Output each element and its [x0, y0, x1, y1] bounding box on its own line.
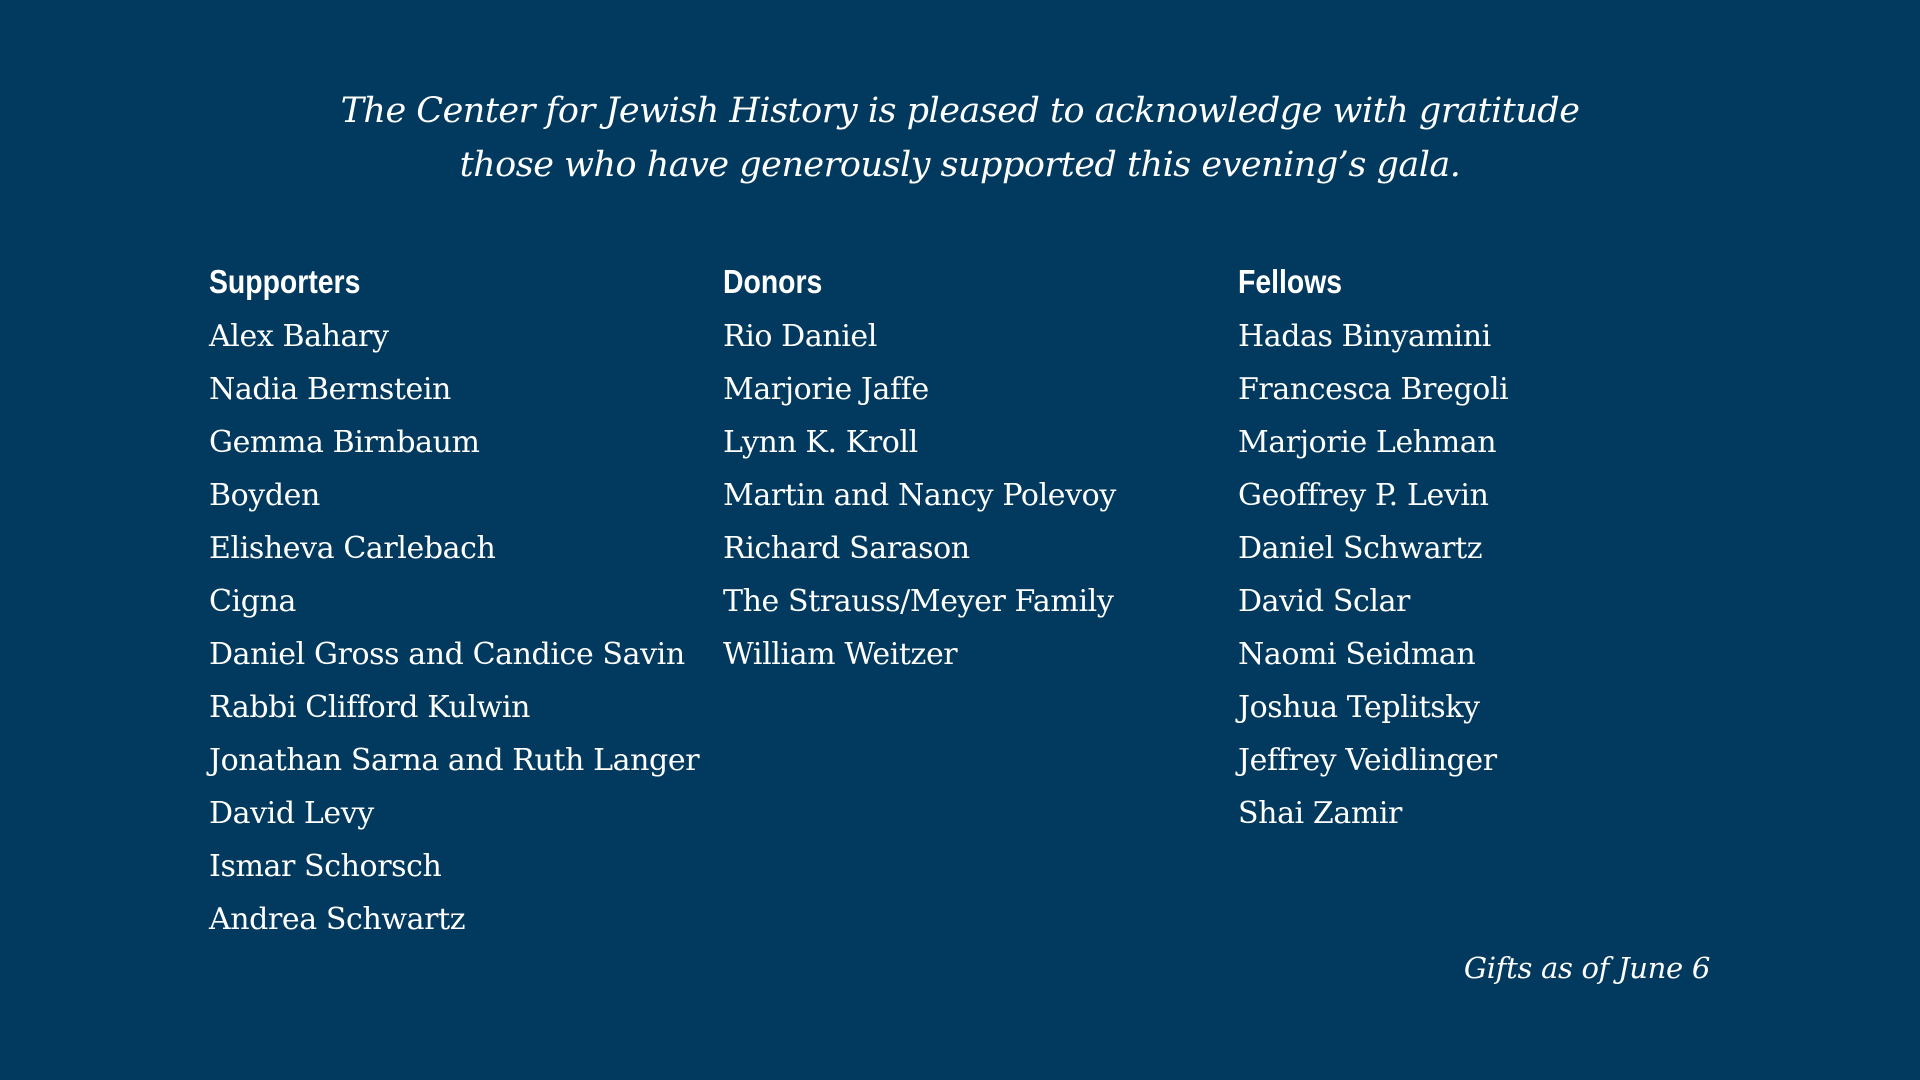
fellow-name: Geoffrey P. Levin: [1238, 478, 1489, 513]
supporter-name: Daniel Gross and Candice Savin: [209, 637, 685, 672]
donors-column: [723, 258, 1116, 681]
donor-name: Marjorie Jaffe: [723, 372, 929, 407]
fellow-name: Francesca Bregoli: [1238, 372, 1509, 407]
gifts-date-note: Gifts as of June 6: [1463, 951, 1710, 985]
supporter-name: Boyden: [209, 478, 320, 513]
fellow-name: Daniel Schwartz: [1238, 531, 1483, 566]
supporter-name: Gemma Birnbaum: [209, 425, 480, 460]
supporter-name: Ismar Schorsch: [209, 849, 442, 884]
fellow-name: Marjorie Lehman: [1238, 425, 1497, 460]
fellow-name: Joshua Teplitsky: [1238, 690, 1480, 725]
fellow-name: Jeffrey Veidlinger: [1238, 743, 1497, 778]
donor-name: Richard Sarason: [723, 531, 970, 566]
supporter-name: Cigna: [209, 584, 296, 619]
intro-statement: [0, 84, 1920, 192]
donor-name: Lynn K. Kroll: [723, 425, 918, 460]
donor-name: Martin and Nancy Polevoy: [723, 478, 1116, 513]
supporter-name: Rabbi Clifford Kulwin: [209, 690, 531, 725]
supporter-name: Andrea Schwartz: [209, 902, 466, 937]
donor-name: The Strauss/Meyer Family: [723, 584, 1114, 619]
supporter-name: Alex Bahary: [209, 319, 389, 354]
fellows-heading: Fellows: [1238, 263, 1343, 300]
supporter-name: Jonathan Sarna and Ruth Langer: [209, 743, 700, 778]
fellow-name: Naomi Seidman: [1238, 637, 1476, 672]
fellow-name: Shai Zamir: [1238, 796, 1403, 831]
supporter-name: David Levy: [209, 796, 374, 831]
supporters-heading: Supporters: [209, 263, 361, 300]
intro-line-2: those who have generously supported this evening’s gala.: [459, 145, 1461, 185]
fellow-name: David Sclar: [1238, 584, 1410, 619]
fellow-name: Hadas Binyamini: [1238, 319, 1491, 354]
supporter-name: Elisheva Carlebach: [209, 531, 496, 566]
fellows-column: [1238, 258, 1508, 840]
fellows-list: [1238, 310, 1508, 840]
donor-name: Rio Daniel: [723, 319, 877, 354]
supporter-name: Nadia Bernstein: [209, 372, 451, 407]
supporters-list: [209, 310, 699, 946]
donors-heading: Donors: [723, 263, 823, 300]
donor-name: William Weitzer: [723, 637, 958, 672]
intro-line-1: The Center for Jewish History is pleased to acknowledge with gratitude: [340, 91, 1580, 131]
donors-list: [723, 310, 1116, 681]
supporters-column: [209, 258, 699, 946]
